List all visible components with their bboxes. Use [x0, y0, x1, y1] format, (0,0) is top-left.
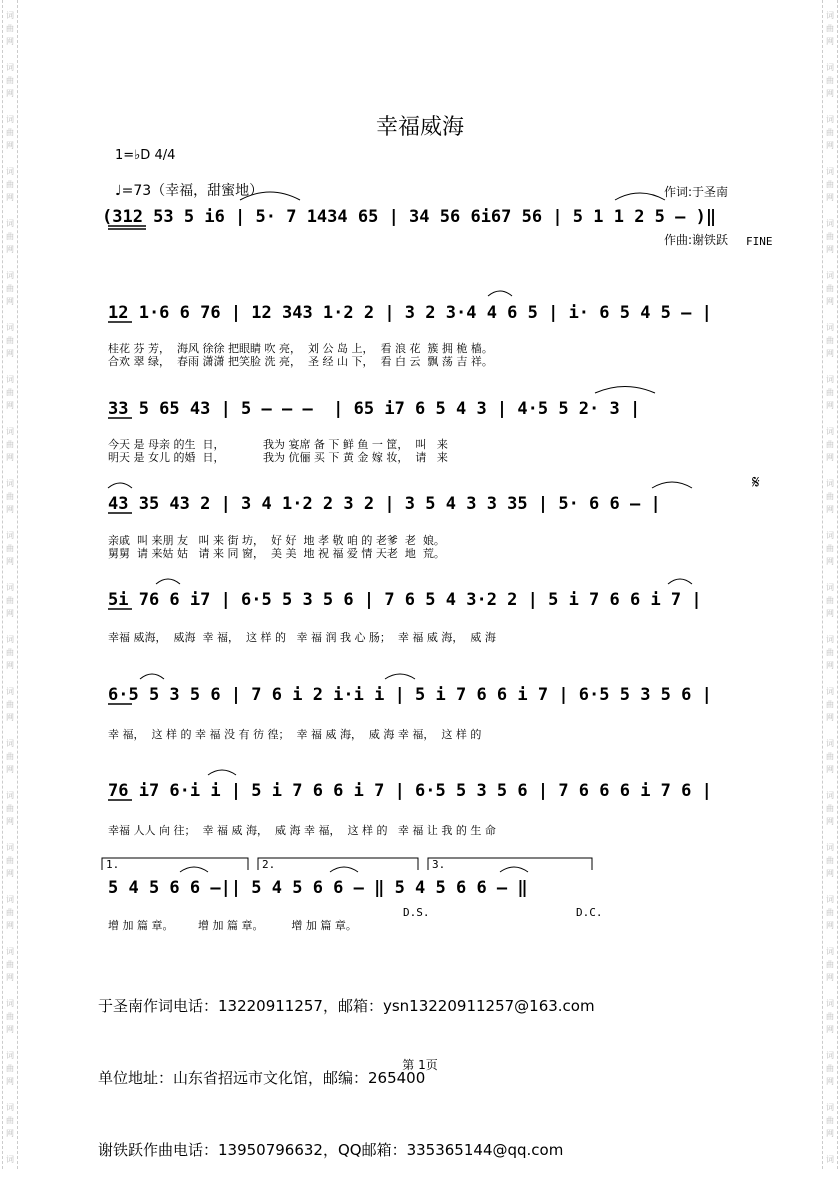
- slur: [615, 193, 665, 200]
- page-number: 第 1页: [402, 1058, 438, 1072]
- watermark-glyph: 词: [6, 791, 14, 800]
- watermark-glyph: 曲: [6, 128, 14, 137]
- watermark-glyph: 曲: [826, 1012, 834, 1021]
- watermark-glyph: 网: [6, 453, 14, 462]
- watermark-glyph: 曲: [826, 1064, 834, 1073]
- watermark-glyph: 网: [6, 141, 14, 150]
- watermark-glyph: 曲: [6, 648, 14, 657]
- watermark-glyph: 曲: [826, 492, 834, 501]
- watermark-glyph: 词: [6, 271, 14, 280]
- dc-marker: D.C.: [576, 906, 603, 919]
- notation-line-7: 76 i7 6·i i | 5 i 7 6 6 i 7 | 6·5 5 3 5 6 | 7 6 6 6 i 7 6 |: [108, 781, 712, 801]
- watermark-glyph: 网: [826, 921, 834, 930]
- watermark-glyph: 曲: [6, 232, 14, 241]
- slur: [500, 867, 528, 872]
- watermark-glyph: 曲: [6, 752, 14, 761]
- notation-line-6: 6·5 5 3 5 6 | 7 6 i 2 i·i i | 5 i 7 6 6 i 7 | 6·5 5 3 5 6 |: [108, 685, 712, 705]
- watermark-glyph: 词: [6, 895, 14, 904]
- watermark-glyph: 网: [826, 765, 834, 774]
- lyric-line-8: 增 加 篇 章。 增 加 篇 章。 增 加 篇 章。: [108, 919, 357, 932]
- watermark-glyph: 曲: [826, 232, 834, 241]
- watermark-glyph: 曲: [826, 752, 834, 761]
- watermark-glyph: 词: [6, 635, 14, 644]
- watermark-glyph: 网: [6, 1129, 14, 1138]
- watermark-glyph: 词: [826, 999, 834, 1008]
- watermark-glyph: 曲: [6, 700, 14, 709]
- watermark-glyph: 词: [6, 687, 14, 696]
- watermark-glyph: 网: [826, 37, 834, 46]
- watermark-glyph: 网: [6, 921, 14, 930]
- watermark-glyph: 词: [826, 947, 834, 956]
- ending-1-label: 1.: [106, 858, 120, 871]
- lyric-line-3-verse-2: 明天 是 女儿 的婚 日， 我为 伉俪 买 下 黄 金 嫁 妆， 请 来: [108, 451, 448, 464]
- watermark-glyph: 词: [6, 843, 14, 852]
- notation-line-3: 33 5 65 43 | 5 – – – | 65 i7 6 5 4 3 | 4·5 5 2· 3 |: [108, 399, 641, 419]
- watermark-glyph: 词: [826, 895, 834, 904]
- watermark-glyph: 曲: [6, 336, 14, 345]
- slur: [330, 867, 358, 872]
- watermark-glyph: 曲: [826, 284, 834, 293]
- watermark-glyph: 词: [826, 531, 834, 540]
- watermark-glyph: 网: [826, 557, 834, 566]
- watermark-glyph: 网: [826, 609, 834, 618]
- watermark-glyph: 词: [6, 531, 14, 540]
- watermark-glyph: 曲: [826, 388, 834, 397]
- watermark-glyph: 曲: [6, 908, 14, 917]
- watermark-glyph: 曲: [826, 24, 834, 33]
- watermark-glyph: 曲: [826, 336, 834, 345]
- watermark-glyph: 网: [6, 297, 14, 306]
- watermark-glyph: 网: [826, 713, 834, 722]
- watermark-glyph: 网: [6, 713, 14, 722]
- watermark-glyph: 曲: [826, 804, 834, 813]
- slur: [488, 291, 512, 296]
- lyric-line-2-verse-1: 桂花 芬 芳， 海风 徐徐 把眼睛 吹 亮， 刘 公 岛 上， 看 浪 花 簇 拥 桅 樯。: [108, 342, 493, 355]
- watermark-glyph: 词: [826, 11, 834, 20]
- ending-2-label: 2.: [262, 858, 276, 871]
- fine-marker: FINE: [746, 235, 773, 248]
- notation-line-1: (312 53 5 i6 | 5· 7 1434 65 | 34 56 6i67 56 | 5 1 1 2 5 – )‖: [102, 207, 717, 227]
- slur: [108, 483, 132, 488]
- key-signature: 1=♭D 4/4: [115, 148, 176, 163]
- lyricist-contact: 于圣南作词电话：13220911257，邮箱：ysn13220911257@163.com: [98, 997, 595, 1015]
- watermark-glyph: 曲: [826, 960, 834, 969]
- slur: [208, 770, 236, 775]
- watermark-glyph: 曲: [826, 700, 834, 709]
- watermark-glyph: 曲: [826, 128, 834, 137]
- watermark-glyph: 曲: [826, 440, 834, 449]
- watermark-glyph: 网: [6, 973, 14, 982]
- watermark-glyph: 网: [826, 193, 834, 202]
- watermark-glyph: 词: [6, 219, 14, 228]
- lyric-line-7: 幸福 人人 向 往； 幸 福 威 海， 威 海 幸 福， 这 样 的 幸 福 让 我 的 生 命: [108, 824, 496, 837]
- watermark-glyph: 词: [6, 947, 14, 956]
- watermark-glyph: 网: [6, 401, 14, 410]
- watermark-glyph: 曲: [6, 856, 14, 865]
- watermark-glyph: 曲: [6, 180, 14, 189]
- watermark-glyph: 词: [6, 115, 14, 124]
- watermark-glyph: 网: [6, 245, 14, 254]
- watermark-glyph: 网: [826, 817, 834, 826]
- watermark-glyph: 词: [826, 687, 834, 696]
- watermark-glyph: 网: [826, 297, 834, 306]
- watermark-glyph: 网: [6, 1025, 14, 1034]
- ds-marker: D.S.: [403, 906, 430, 919]
- watermark-glyph: 网: [6, 817, 14, 826]
- watermark-glyph: 词: [6, 167, 14, 176]
- ending-3-bracket: [428, 858, 592, 870]
- lyric-line-5: 幸福 威海， 威海 幸 福， 这 样 的 幸 福 润 我 心 肠； 幸 福 威 海， 威 海: [108, 631, 496, 644]
- watermark-glyph: 曲: [826, 648, 834, 657]
- watermark-glyph: 曲: [6, 492, 14, 501]
- watermark-glyph: 网: [826, 1129, 834, 1138]
- watermark-glyph: 网: [826, 401, 834, 410]
- watermark-glyph: 曲: [6, 24, 14, 33]
- watermark-glyph: 网: [6, 765, 14, 774]
- watermark-glyph: 网: [6, 609, 14, 618]
- tempo-marking: ♩=73（幸福，甜蜜地）: [115, 183, 264, 199]
- slur: [240, 192, 300, 200]
- watermark-glyph: 网: [826, 1077, 834, 1086]
- watermark-glyph: 网: [826, 505, 834, 514]
- watermark-glyph: 曲: [826, 1116, 834, 1125]
- watermark-glyph: 词: [6, 1155, 14, 1164]
- slur: [668, 579, 692, 584]
- watermark-glyph: 词: [6, 63, 14, 72]
- segno-marker: 𝄋: [752, 472, 760, 493]
- notation-line-4: 43 35 43 2 | 3 4 1·2 2 3 2 | 3 5 4 3 3 35 | 5· 6 6 – |: [108, 494, 661, 514]
- watermark-glyph: 网: [826, 453, 834, 462]
- composer-credit: 作曲:谢铁跃: [664, 233, 729, 247]
- watermark-glyph: 网: [6, 661, 14, 670]
- watermark-glyph: 词: [826, 271, 834, 280]
- watermark-glyph: 词: [826, 375, 834, 384]
- notation-line-2: 12 1·6 6 76 | 12 343 1·2 2 | 3 2 3·4 4 6 5 | i· 6 5 4 5 – |: [108, 303, 712, 323]
- watermark-glyph: 词: [826, 427, 834, 436]
- watermark-glyph: 曲: [826, 596, 834, 605]
- watermark-glyph: 曲: [6, 284, 14, 293]
- watermark-glyph: 曲: [826, 856, 834, 865]
- watermark-glyph: 曲: [6, 1116, 14, 1125]
- watermark-glyph: 网: [826, 1025, 834, 1034]
- watermark-glyph: 曲: [6, 960, 14, 969]
- lyricist-credit: 作词:于圣南: [664, 185, 729, 199]
- watermark-glyph: 网: [6, 89, 14, 98]
- slur: [156, 579, 180, 584]
- lyric-line-2-verse-2: 合欢 翠 绿， 春雨 潇潇 把笑脸 洗 亮， 圣 经 山 下， 看 白 云 飘 荡 吉 祥。: [108, 355, 493, 368]
- watermark-glyph: 词: [6, 999, 14, 1008]
- lyric-line-4-verse-1: 亲戚 叫 来朋 友 叫 来 街 坊， 好 好 地 孝 敬 咱 的 老爹 老 娘。: [108, 534, 445, 547]
- watermark-glyph: 网: [6, 193, 14, 202]
- watermark-glyph: 网: [6, 505, 14, 514]
- lyric-line-6: 幸 福， 这 样 的 幸 福 没 有 彷 徨； 幸 福 威 海， 威 海 幸 福， 这 样 的: [108, 728, 482, 741]
- watermark-glyph: 词: [826, 167, 834, 176]
- notation-line-8: 5 4 5 6 6 –|| 5 4 5 6 6 – ‖ 5 4 5 6 6 – ‖: [108, 878, 528, 898]
- watermark-glyph: 词: [6, 1051, 14, 1060]
- watermark-glyph: 词: [6, 11, 14, 20]
- watermark-glyph: 网: [826, 973, 834, 982]
- watermark-glyph: 网: [6, 349, 14, 358]
- watermark-glyph: 词: [6, 375, 14, 384]
- watermark-glyph: 曲: [6, 1012, 14, 1021]
- watermark-glyph: 词: [826, 583, 834, 592]
- watermark-glyph: 词: [826, 1103, 834, 1112]
- watermark-glyph: 网: [6, 37, 14, 46]
- watermark-glyph: 曲: [826, 908, 834, 917]
- watermark-glyph: 词: [6, 427, 14, 436]
- watermark-glyph: 曲: [6, 544, 14, 553]
- watermark-glyph: 曲: [826, 544, 834, 553]
- watermark-glyph: 曲: [6, 76, 14, 85]
- watermark-glyph: 网: [826, 661, 834, 670]
- lyric-line-3-verse-1: 今天 是 母亲 的生 日， 我为 宴席 备 下 鲜 鱼 一 筐， 叫 来: [108, 438, 448, 451]
- watermark-glyph: 词: [826, 323, 834, 332]
- watermark-glyph: 词: [6, 739, 14, 748]
- watermark-glyph: 曲: [826, 180, 834, 189]
- slur: [140, 674, 164, 679]
- slur: [180, 867, 208, 872]
- slur: [385, 674, 415, 679]
- watermark-glyph: 曲: [6, 1064, 14, 1073]
- watermark-glyph: 词: [6, 1103, 14, 1112]
- watermark-glyph: 词: [826, 479, 834, 488]
- watermark-glyph: 网: [826, 245, 834, 254]
- watermark-glyph: 网: [826, 869, 834, 878]
- ending-1-bracket: [102, 858, 248, 870]
- watermark-glyph: 网: [826, 141, 834, 150]
- ending-3-label: 3.: [432, 858, 446, 871]
- watermark-glyph: 词: [826, 635, 834, 644]
- watermark-glyph: 词: [826, 1155, 834, 1164]
- watermark-glyph: 曲: [6, 440, 14, 449]
- watermark-glyph: 词: [826, 115, 834, 124]
- watermark-glyph: 网: [826, 89, 834, 98]
- watermark-glyph: 词: [826, 791, 834, 800]
- watermark-glyph: 曲: [6, 804, 14, 813]
- watermark-glyph: 词: [6, 479, 14, 488]
- lyric-line-4-verse-2: 舅舅 请 来姑 姑 请 来 同 窗， 美 美 地 祝 福 爱 情 天老 地 荒。: [108, 547, 445, 560]
- watermark-glyph: 词: [826, 843, 834, 852]
- slur: [595, 387, 655, 394]
- watermark-glyph: 词: [6, 583, 14, 592]
- watermark-glyph: 曲: [6, 596, 14, 605]
- song-title: 幸福威海: [375, 115, 464, 140]
- watermark-glyph: 词: [826, 1051, 834, 1060]
- composer-contact: 谢铁跃作曲电话：13950796632，QQ邮箱：335365144@qq.com: [98, 1141, 564, 1159]
- notation-line-5: 5i 76 6 i7 | 6·5 5 3 5 6 | 7 6 5 4 3·2 2 | 5 i 7 6 6 i 7 |: [108, 590, 702, 610]
- watermark-glyph: 曲: [826, 76, 834, 85]
- watermark-glyph: 网: [6, 869, 14, 878]
- watermark-glyph: 曲: [6, 388, 14, 397]
- watermark-glyph: 词: [826, 219, 834, 228]
- watermark-glyph: 词: [6, 323, 14, 332]
- watermark-glyph: 网: [826, 349, 834, 358]
- watermark-glyph: 网: [6, 1077, 14, 1086]
- watermark-glyph: 网: [6, 557, 14, 566]
- slur: [652, 482, 692, 488]
- watermark-glyph: 词: [826, 739, 834, 748]
- address-line: 单位地址：山东省招远市文化馆，邮编：265400: [98, 1069, 426, 1087]
- watermark-glyph: 词: [826, 63, 834, 72]
